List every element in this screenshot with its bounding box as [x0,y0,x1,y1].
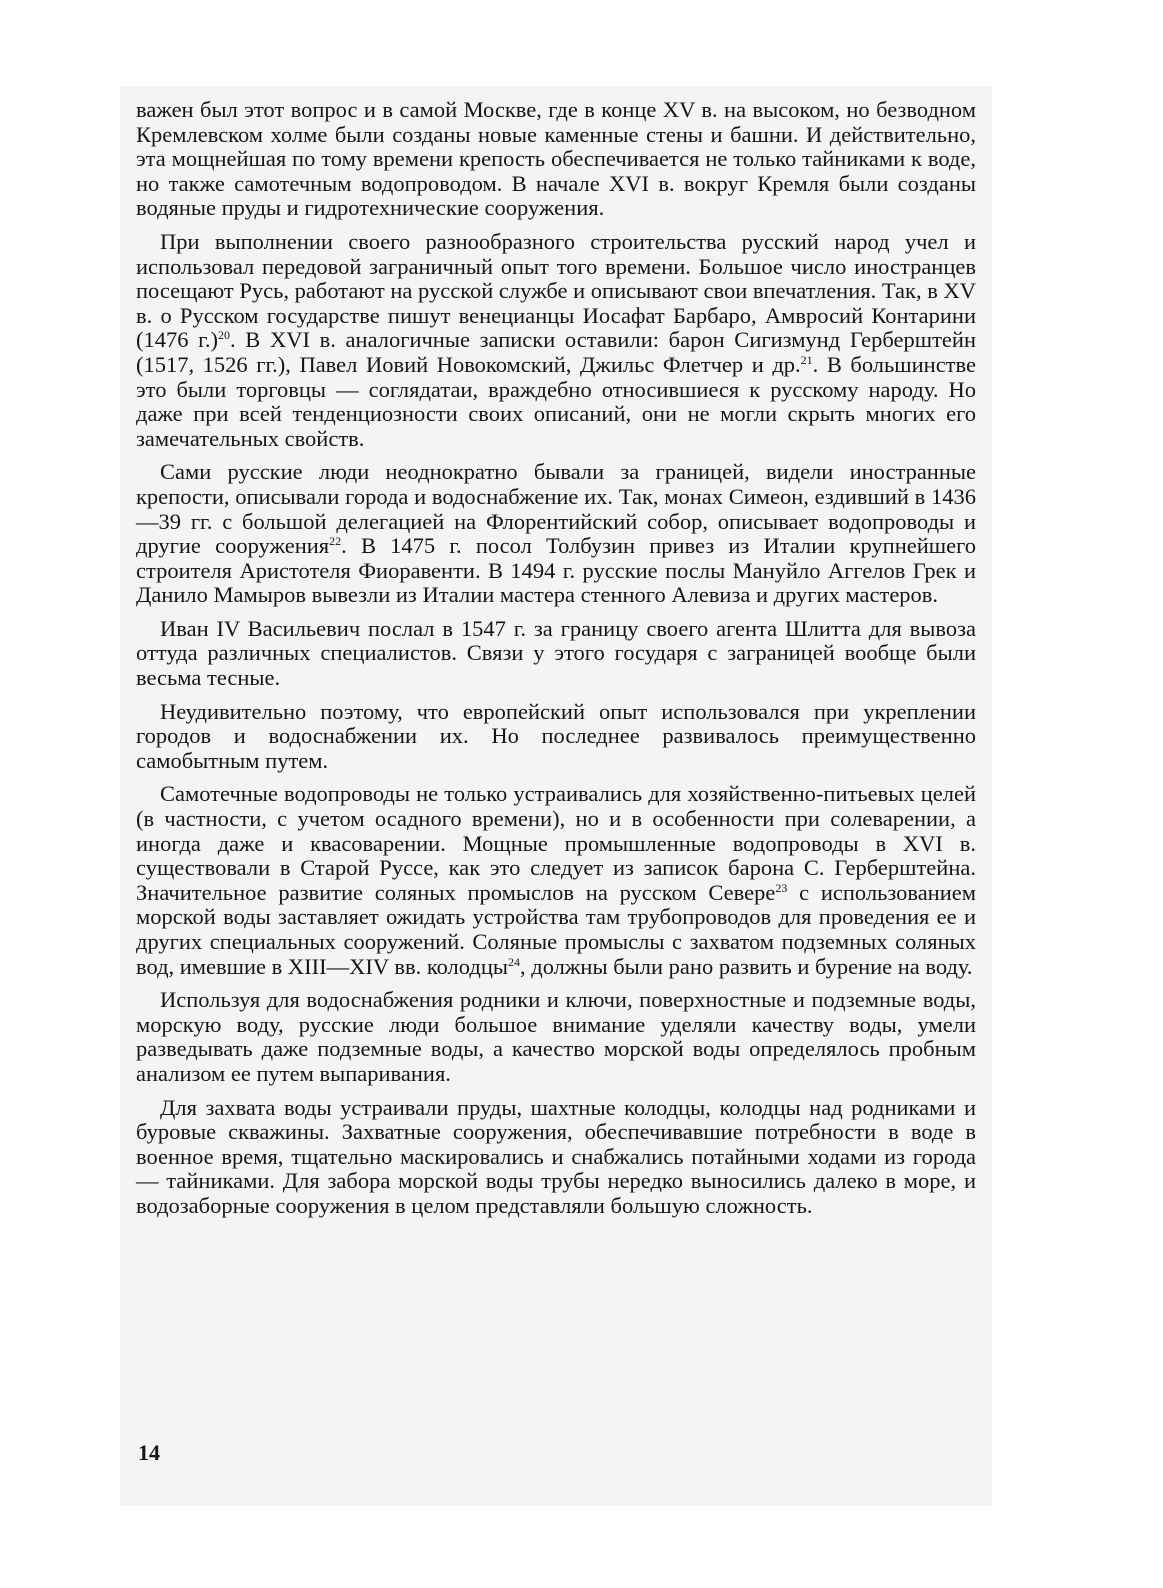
paragraph-text: . В XVI в. аналогичные записки оставили: барон Сигизмунд Герберштейн (1517, 1526 гг.), Павел Иовий Новокомский, Джильс Флетчер и др. [136,327,976,377]
footnote-reference: 22 [329,534,342,549]
paragraph-text: При выполнении своего разнообразного строительства русский народ учел и использовал передовой заграничный опыт того времени. Большое число иностранцев посещают Русь, работают на русской службе и описывают свои впечатления. Так, в XV в. о Русском государстве пишут венецианцы Иосафат Барбаро, Амвросий Контарини (1476 г.) [136,228,976,353]
body-text [136,98,976,1228]
paragraph-text: Для захвата воды устраивали пруды, шахтные колодцы, колодцы над родниками и буровые скважины. Захватные сооружения, обеспечивавшие потребности в воде в военное время, тщательно маскировались и снабжались потайными ходами из города — тайниками. Для забора морской воды трубы нередко выносились далеко в море, и водозаборные сооружения в целом представляли большую сложность. [136,1094,976,1218]
paragraph-text: Самотечные водопроводы не только устраивались для хозяйственно-питьевых целей (в частности, с учетом осадного времени), но и в особенности при солеварении, а иногда даже и квасоварении. Мощные промышленные водопроводы в XVI в. существовали в Старой Руссе, как это следует из записок барона С. Герберштейна. Значительное развитие соляных промыслов на русском Севере [136,781,976,905]
paragraph [136,1096,976,1219]
paragraph-text: Сами русские люди неоднократно бывали за границей, видели иностранные крепости, описывали города и водоснабжение их. Так, монах Симеон, ездивший в 1436—39 гг. с большой делегацией на Флорентийский собор, описывает водопроводы и другие сооружения [136,459,976,559]
footnote-reference: 20 [217,328,230,343]
paragraph-text: Используя для водоснабжения родники и ключи, поверхностные и подземные воды, морскую воду, русские люди большое внимание уделяли качеству воды, умели разведывать даже подземные воды, а качество морской воды определялось пробным анализом ее путем выпаривания. [136,987,976,1086]
paragraph [136,460,976,608]
paragraph-text: важен был этот вопрос и в самой Москве, где в конце XV в. на высоком, но безводном Кремлевском холме были созданы новые каменные стены и башни. И действительно, эта мощнейшая по тому времени крепость обеспечивается не только тайниками к воде, но также самотечным водопроводом. В начале XVI в. вокруг Кремля были созданы водяные пруды и гидротехнические сооружения. [136,97,976,221]
footnote-reference: 24 [508,954,520,969]
paragraph-text: . В 1475 г. посол Толбузин привез из Италии крупнейшего строителя Аристотеля Фиоравенти. В 1494 г. русские послы Мануйло Аггелов Грек и Данило Мамыров вывезли из Италии мастера стенного Алевиза и других мастеров. [136,533,976,608]
paragraph-text: , должны были рано развить и бурение на воду. [520,953,973,979]
paragraph [136,782,976,979]
paragraph-text: Иван IV Васильевич послал в 1547 г. за границу своего агента Шлитта для вывоза оттуда различных специалистов. Связи у этого государя с заграницей вообще были весьма тесные. [136,615,976,691]
paragraph [136,700,976,774]
paragraph-text: с использованием морской воды заставляет ожидать устройства там трубопроводов для проведения ее и других специальных сооружений. Соляные промыслы с захватом подземных соляных вод, имевшие в XIII—XIV вв. колодцы [136,879,976,979]
page-number: 14 [138,1440,160,1465]
paragraph [136,98,976,221]
footnote-reference: 21 [800,352,813,367]
paragraph [136,617,976,691]
footnote-reference: 23 [775,880,788,895]
paragraph-text: Неудивительно поэтому, что европейский опыт использовался при укреплении городов и водоснабжении их. Но последнее развивалось преимущественно самобытным путем. [136,698,976,773]
paragraph-text: . В большинстве это были торговцы — соглядатаи, враждебно относившиеся к русскому народу. Но даже при всей тенденциозности своих описаний, они не могли скрыть многих его замечательных свойств. [136,351,976,451]
paragraph [136,988,976,1086]
paragraph [136,230,976,451]
